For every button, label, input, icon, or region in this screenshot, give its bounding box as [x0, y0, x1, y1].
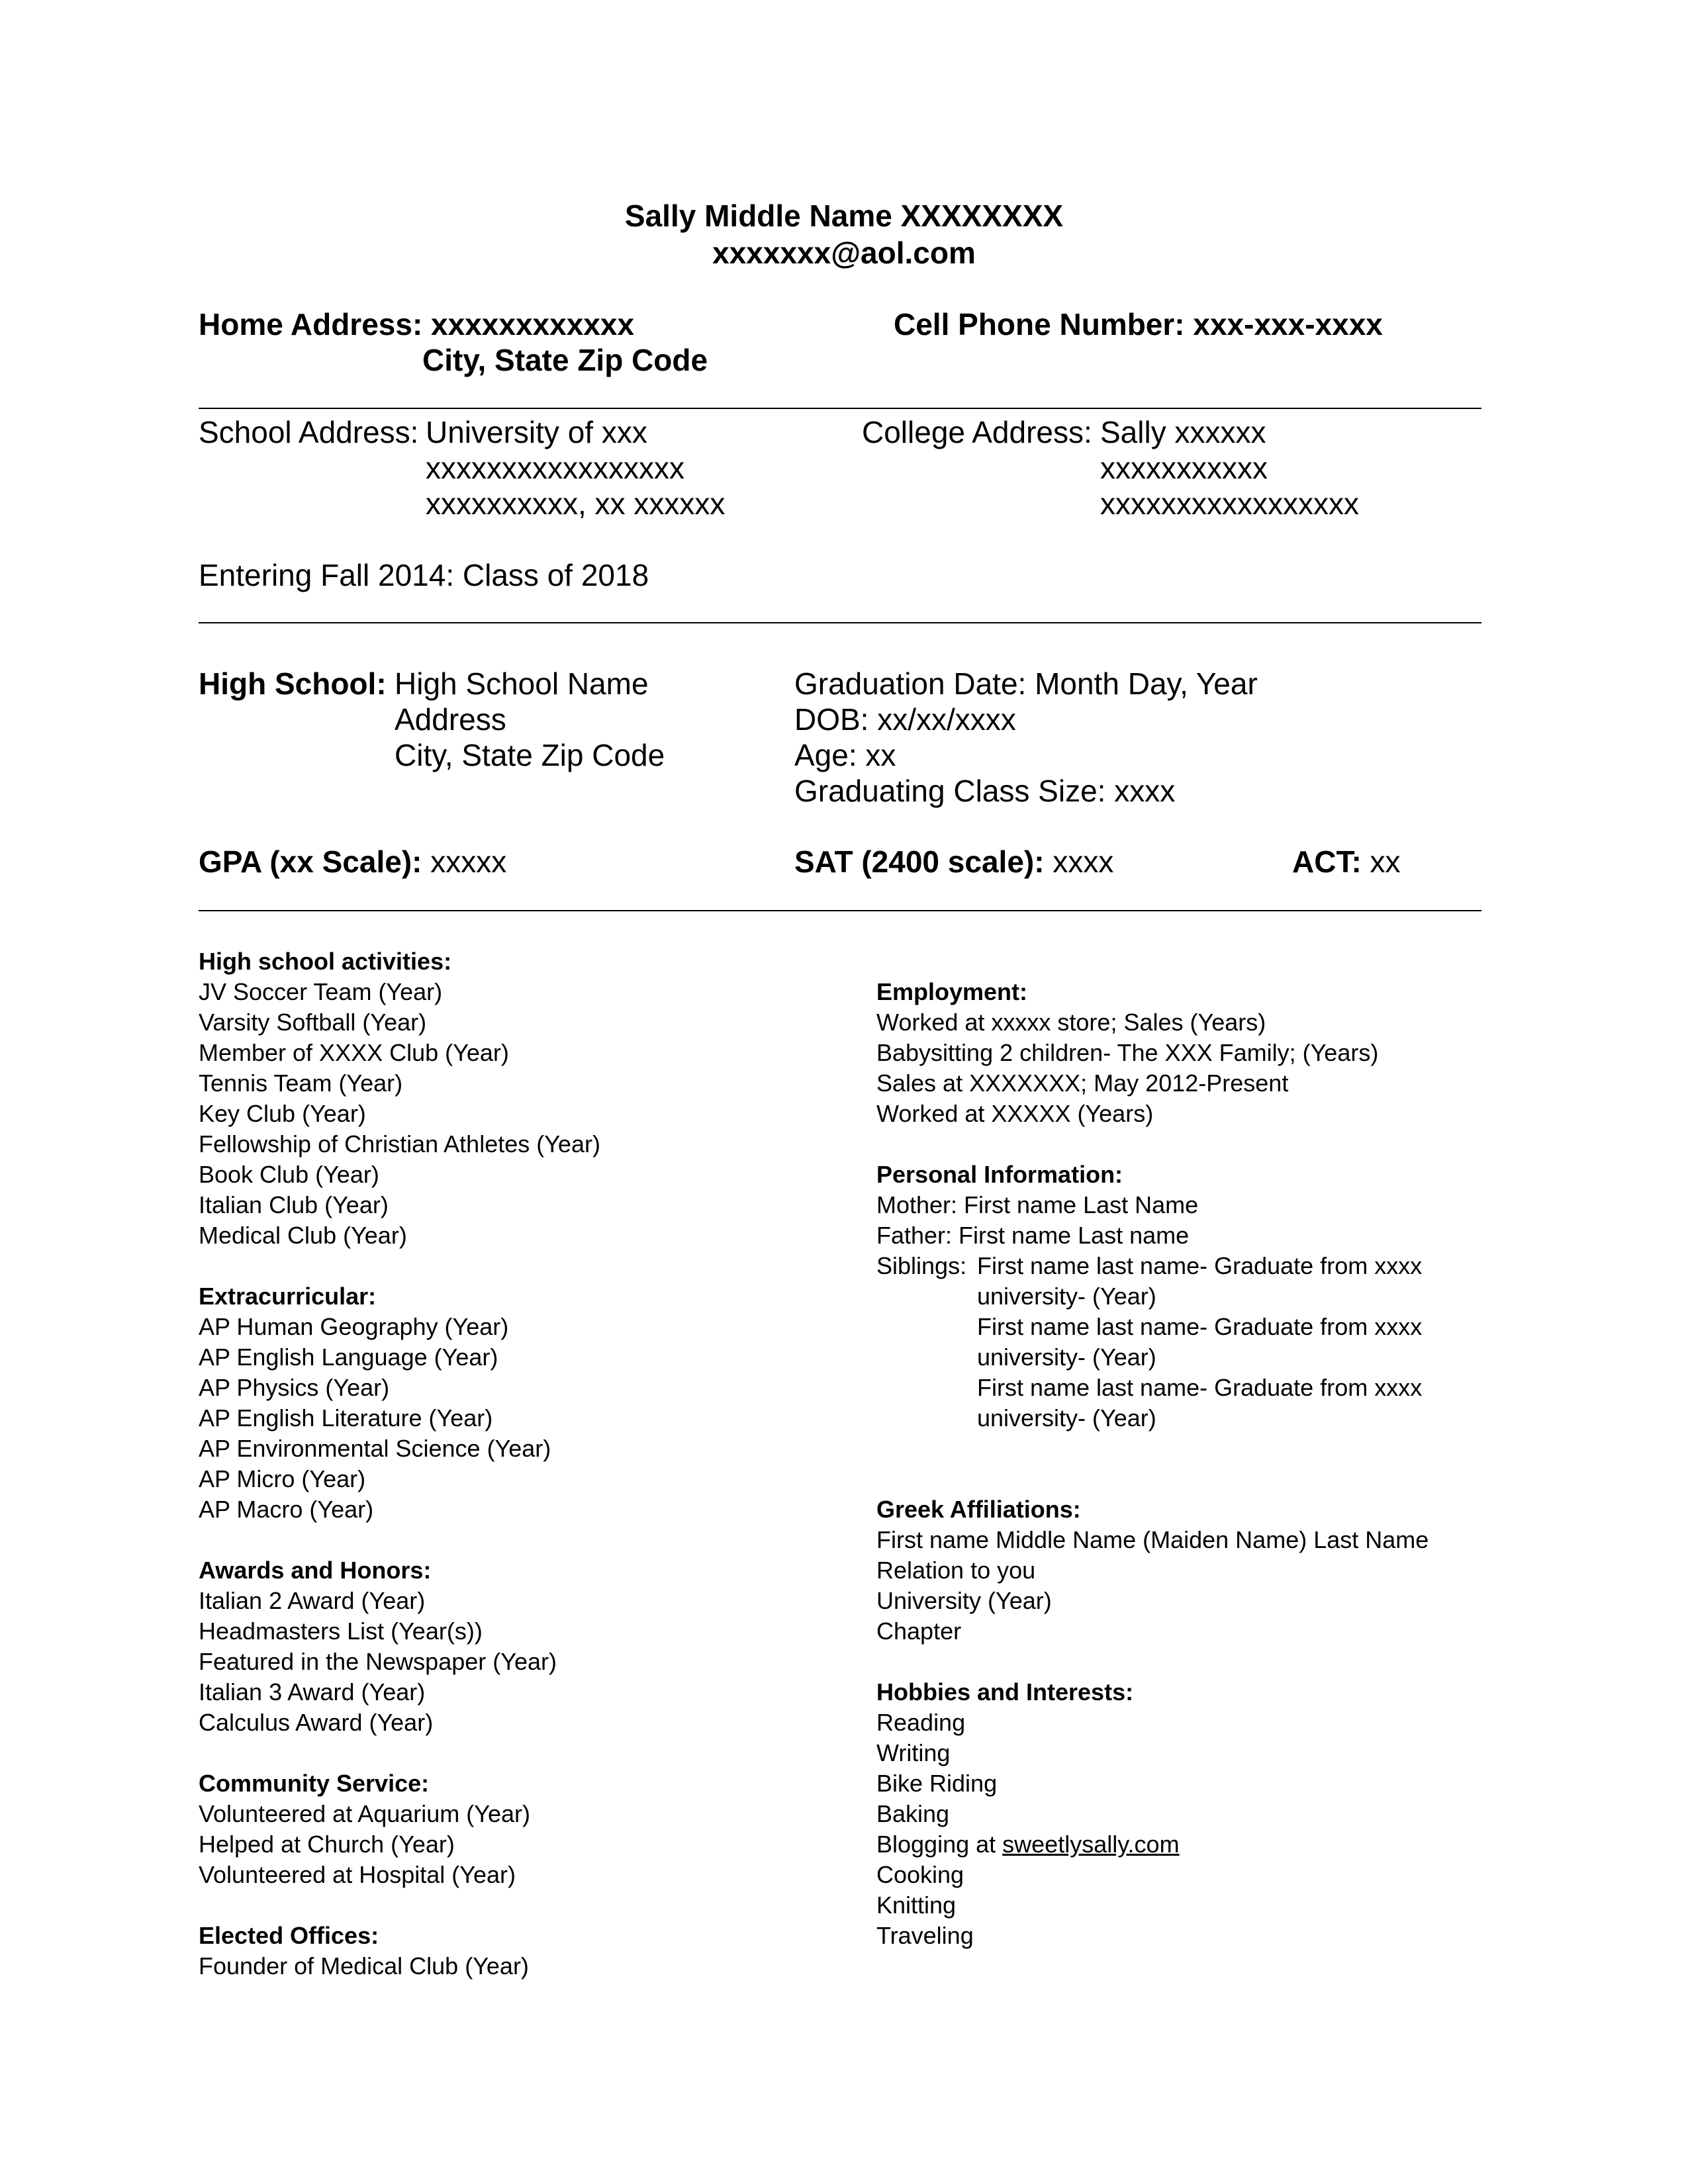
section-title: Personal Information:: [876, 1161, 1123, 1188]
act: [1292, 844, 1401, 880]
list-item: First name Middle Name (Maiden Name) Last Name: [876, 1526, 1429, 1553]
divider-rule: [199, 622, 1481, 623]
list-item: Key Club (Year): [199, 1100, 366, 1127]
home-address-label: Home Address:: [199, 307, 423, 341]
list-item: AP Human Geography (Year): [199, 1313, 509, 1340]
college-address-line: Sally xxxxxx: [1100, 415, 1266, 449]
age: Age: xx: [794, 738, 896, 772]
email-address: xxxxxxx@aol.com: [712, 236, 976, 270]
college-address-line: xxxxxxxxxxxxxxxxx: [1100, 486, 1359, 521]
list-item: Cooking: [876, 1861, 964, 1888]
list-item: Volunteered at Aquarium (Year): [199, 1800, 530, 1827]
act-value: xx: [1370, 844, 1401, 879]
section-title: Community Service:: [199, 1770, 430, 1797]
siblings-label: Siblings:: [876, 1252, 967, 1279]
graduating-class-size: Graduating Class Size: xxxx: [794, 774, 1176, 808]
home-address-line2: City, State Zip Code: [422, 343, 708, 377]
high-school-line: City, State Zip Code: [395, 738, 665, 772]
sat-label: SAT (2400 scale):: [794, 844, 1045, 879]
college-address-label: College Address:: [862, 415, 1092, 449]
school-address-lines: [426, 414, 725, 522]
blog-prefix: Blogging at: [876, 1831, 1003, 1858]
gpa-value: xxxxx: [430, 844, 507, 879]
list-item: Babysitting 2 children- The XXX Family; (Years): [876, 1039, 1379, 1066]
date-of-birth: DOB: xx/xx/xxxx: [794, 702, 1016, 737]
list-item: Writing: [876, 1739, 951, 1766]
list-item: Knitting: [876, 1891, 957, 1919]
list-item: AP Environmental Science (Year): [199, 1435, 551, 1462]
mother: Mother: First name Last Name: [876, 1191, 1199, 1218]
list-item: Member of XXXX Club (Year): [199, 1039, 509, 1066]
blog-link[interactable]: sweetlysally.com: [1002, 1831, 1180, 1858]
list-item: Helped at Church (Year): [199, 1831, 455, 1858]
list-item: Sales at XXXXXXX; May 2012-Present: [876, 1069, 1289, 1097]
college-address-lines: [1100, 414, 1359, 522]
entering-class: Entering Fall 2014: Class of 2018: [199, 558, 649, 592]
act-label: ACT:: [1292, 844, 1362, 879]
divider-rule: [199, 408, 1481, 409]
section-title: Awards and Honors:: [199, 1557, 432, 1584]
list-item: Reading: [876, 1709, 966, 1736]
list-item: Volunteered at Hospital (Year): [199, 1861, 516, 1888]
list-item: university- (Year): [977, 1404, 1156, 1432]
school-address-line: xxxxxxxxxx, xx xxxxxx: [426, 486, 726, 521]
divider-rule: [199, 910, 1481, 911]
list-item: Calculus Award (Year): [199, 1709, 434, 1736]
list-item: Italian Club (Year): [199, 1191, 389, 1218]
list-item: Italian 3 Award (Year): [199, 1678, 426, 1706]
section-title: High school activities:: [199, 948, 452, 975]
list-item: First name last name- Graduate from xxxx: [977, 1374, 1423, 1401]
home-address-line1: xxxxxxxxxxxx: [431, 307, 635, 341]
gpa-label: GPA (xx Scale):: [199, 844, 422, 879]
section-title: Greek Affiliations:: [876, 1496, 1081, 1523]
list-item: Baking: [876, 1800, 950, 1827]
siblings: [876, 1251, 1429, 1433]
list-item: University (Year): [876, 1587, 1052, 1614]
high-school-lines: [395, 666, 665, 773]
list-item: JV Soccer Team (Year): [199, 978, 443, 1005]
siblings-list: [977, 1251, 1422, 1433]
list-item: Headmasters List (Year(s)): [199, 1617, 483, 1645]
list-item: Traveling: [876, 1922, 974, 1949]
left-column: [199, 946, 600, 1981]
cell-phone: [894, 306, 1383, 343]
list-item: AP English Language (Year): [199, 1343, 498, 1371]
high-school-line: Address: [395, 702, 506, 737]
list-item: Worked at xxxxx store; Sales (Years): [876, 1009, 1266, 1036]
list-item: First name last name- Graduate from xxxx: [977, 1313, 1423, 1340]
cell-phone-value: xxx-xxx-xxxx: [1193, 307, 1383, 341]
home-address: [199, 306, 634, 343]
high-school-details: [794, 666, 1258, 809]
list-item: Book Club (Year): [199, 1161, 379, 1188]
school-address-line: University of xxx: [426, 415, 647, 449]
section-title: Employment:: [876, 978, 1028, 1005]
high-school-label: High School:: [199, 666, 387, 701]
right-column: [876, 977, 1429, 1951]
cell-phone-label: Cell Phone Number:: [894, 307, 1185, 341]
list-item: Varsity Softball (Year): [199, 1009, 427, 1036]
list-item: AP Physics (Year): [199, 1374, 390, 1401]
list-item: AP Micro (Year): [199, 1465, 366, 1492]
school-address-line: xxxxxxxxxxxxxxxxx: [426, 451, 684, 485]
resume-name: Sally Middle Name XXXXXXXX: [624, 199, 1064, 233]
high-school-line: High School Name: [395, 666, 649, 701]
list-item: AP Macro (Year): [199, 1496, 374, 1523]
section-title: Elected Offices:: [199, 1922, 379, 1949]
list-item: Fellowship of Christian Athletes (Year): [199, 1130, 600, 1158]
list-item: Worked at XXXXX (Years): [876, 1100, 1154, 1127]
list-item: Founder of Medical Club (Year): [199, 1952, 529, 1979]
list-item: Tennis Team (Year): [199, 1069, 403, 1097]
list-item: university- (Year): [977, 1283, 1156, 1310]
father: Father: First name Last name: [876, 1222, 1190, 1249]
list-item: Italian 2 Award (Year): [199, 1587, 426, 1614]
list-item: Bike Riding: [876, 1770, 998, 1797]
list-item: Featured in the Newspaper (Year): [199, 1648, 557, 1675]
list-item: AP English Literature (Year): [199, 1404, 493, 1432]
section-title: Hobbies and Interests:: [876, 1678, 1134, 1706]
school-address-label: School Address:: [199, 415, 419, 449]
list-item: university- (Year): [977, 1343, 1156, 1371]
list-item: Relation to you: [876, 1557, 1036, 1584]
sat: [794, 844, 1113, 880]
sat-value: xxxx: [1053, 844, 1114, 879]
list-item: First name last name- Graduate from xxxx: [977, 1252, 1423, 1279]
list-item: Chapter: [876, 1617, 962, 1645]
list-item: Medical Club (Year): [199, 1222, 407, 1249]
section-title: Extracurricular:: [199, 1283, 377, 1310]
graduation-date: Graduation Date: Month Day, Year: [794, 666, 1258, 701]
gpa: [199, 844, 506, 880]
college-address-line: xxxxxxxxxxx: [1100, 451, 1268, 485]
list-item: [876, 1829, 1429, 1860]
